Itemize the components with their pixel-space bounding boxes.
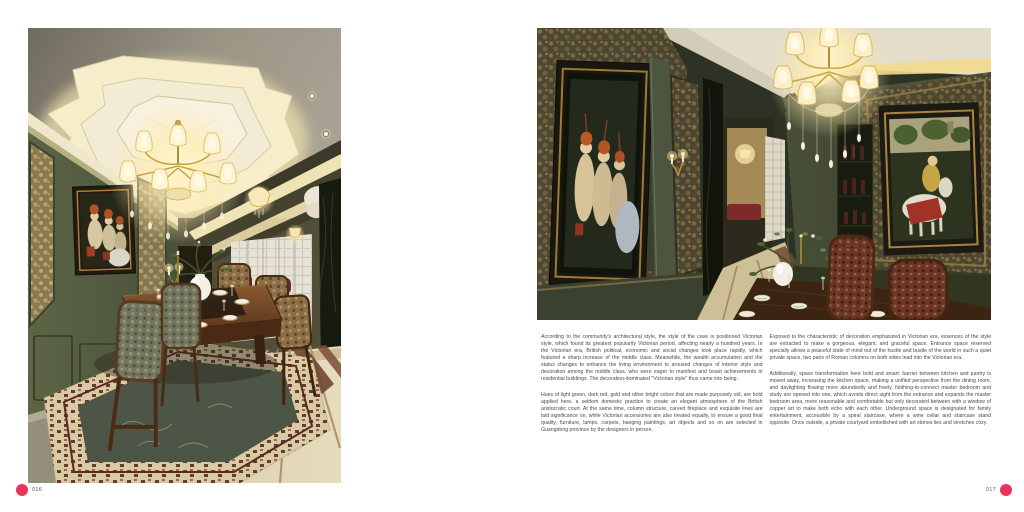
left-photo-illustration (28, 28, 341, 483)
left-wall (537, 28, 712, 320)
left-photo-dining-room (28, 28, 341, 483)
framed-painting-three-figures (549, 61, 653, 288)
dining-chair (828, 235, 875, 320)
text-column-2 (770, 334, 992, 443)
dining-chair (889, 260, 947, 320)
body-paragraph: Exposed to the characteristic of decoration emphasized in Victorian era, essences of the style are extracted to make a gorgeous, elegant, and graceful space. Entrance space reserved specially allows a peaceful state of mind out of the hustle and bustle of the world in such a quiet private space, two pairs of Roman columns on both sides lead into the Victorian era. (769, 334, 991, 361)
page-number-right: 017 (985, 487, 996, 493)
body-paragraph: Hues of light green, dark red, gold and other bright colors that are made purposely old, are bold applied here, a seldom domestic practice to create an elegant atmosphere of the British aristocratic court. At the same time, column structure, carved fireplace and exquisite lines are laid significance on, while Victorian accessories are also treated equally, to ensure a good final quality, furniture, lamps, carpets, hanging paintings, art objects and so on are selected in Guangdong province by the designers in person. (541, 392, 763, 433)
body-paragraph: According to the community's architectural style, the style of the case is positioned Victorian style, which found its greatest popularity Victorian period, affecting nearly a hundred years. In the Victorian era, British political, economic and social changes took place rapidly, which featured a sharp increase of the middle class. Meanwhile, the wealth accumulation and the status changes to enhance the living environment to aroused changes of interior style and decoration among the middle class, who were eager to manifest and boast achievements in residential buildings. The decoration-dominated "Victorian style" thus came into being. (541, 334, 763, 382)
page-marker-dot (16, 484, 28, 496)
page-footer-right (986, 484, 1012, 496)
text-column-1 (541, 334, 763, 443)
page-marker-dot (1000, 484, 1012, 496)
article-text (541, 334, 991, 443)
right-photo-hallway (537, 28, 991, 320)
body-paragraph: Additionally, space transformation here bold and smart: barrier between kitchen and pantry is moved away, increasing the kitchen space, making a unified perspective from the dining room, and daylighting flowing more abundantly and freely. Nothing-to-connect master bedroom and study are opened into one, which avoids direct sight from the entrance and expands the master bedroom area, more reasonable and comfortable but only decorated between with a window of copper art to make both echo with each other. Underground space is designated for family entertainment, accessible by a spiral staircase, where a wine cellar and staircase stand opposite. Once outside, a private courtyard embellished with art stones lies and stretches cozy. (769, 371, 991, 426)
framed-painting-knight (879, 102, 984, 255)
right-photo-illustration (537, 28, 991, 320)
crystal-chandelier (108, 104, 248, 244)
wine-cabinet (837, 124, 873, 242)
page-right (512, 0, 1024, 512)
page-number-left: 016 (32, 487, 43, 493)
page-footer-left (16, 484, 42, 496)
